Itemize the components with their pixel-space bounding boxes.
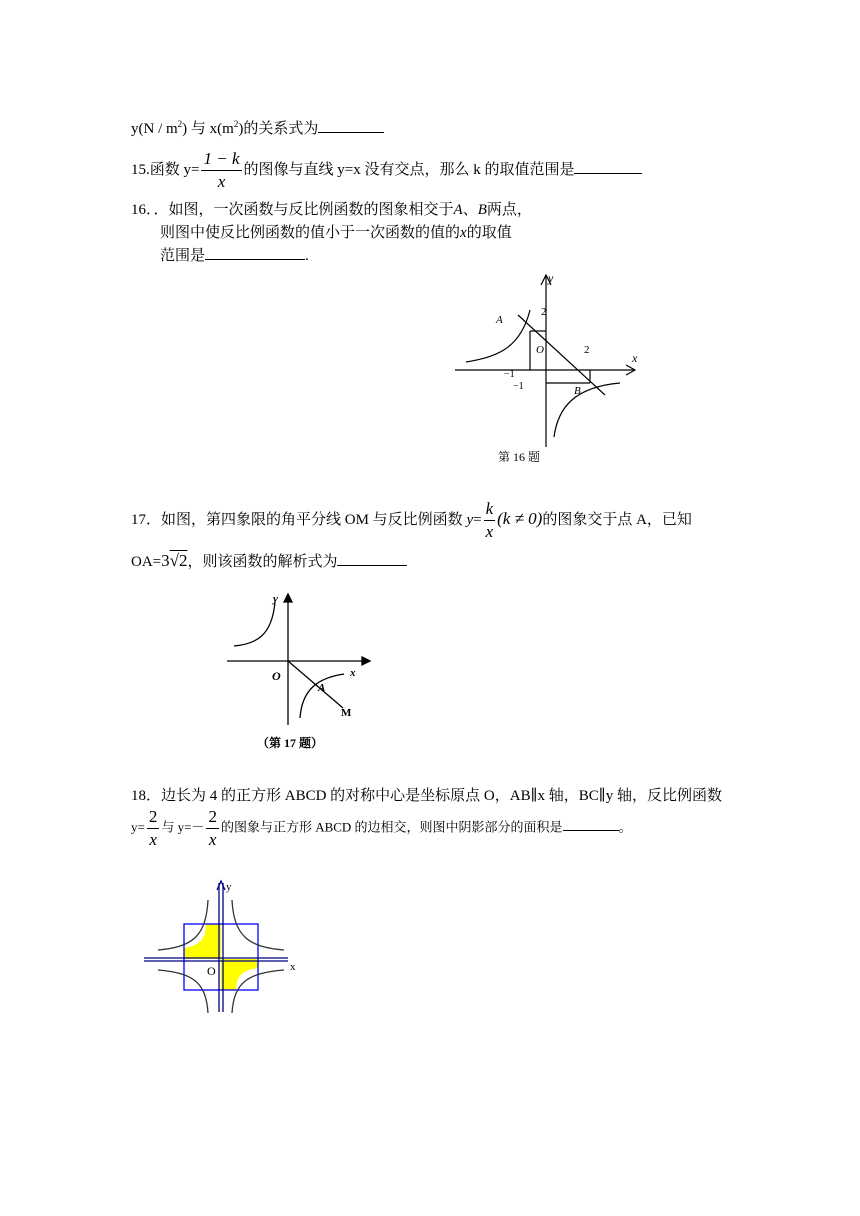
q16-line3: 范围是 <box>160 248 206 264</box>
q18-figure <box>138 878 308 1018</box>
q14-sup1: 2 <box>177 119 183 129</box>
q16-line2-pre: 则图中使反比例函数的值小于一次函数的值的 <box>160 225 461 241</box>
q17-frac-num: k <box>484 498 496 521</box>
q17-radical: √2 <box>169 551 188 570</box>
q16-figure <box>450 265 650 450</box>
q18-frac2-num: 2 <box>206 806 219 829</box>
q18-line2-post: 的图象与正方形 ABCD 的边相交，则图中阴影部分的面积是 <box>220 819 563 835</box>
q14-text-after: )的关系式为 <box>238 121 319 137</box>
q18-hyperbola-q3 <box>158 970 208 1013</box>
q18-frac1-num: 2 <box>147 806 160 829</box>
q15-fraction <box>201 148 241 193</box>
q15-answer-blank[interactable] <box>574 158 642 174</box>
q17-line2-pre: OA= <box>131 554 162 570</box>
q16-caption: 第 16 题 <box>498 450 541 464</box>
q16-label-b: B <box>574 385 581 397</box>
q16-sep: 、 <box>462 202 478 218</box>
q18-line2-and: 与 y=－ <box>161 819 205 835</box>
q16-tick-ym1: −1 <box>513 381 524 392</box>
q17-cond: (k ≠ 0) <box>497 508 543 528</box>
q17-bisector-om <box>288 661 343 708</box>
q16-line1 <box>131 198 532 219</box>
q18-y-arrow <box>217 881 225 890</box>
q15-frac-den: x <box>217 172 226 191</box>
q16-line1-pre: 16．．如图，一次函数与反比例函数的图象相交于 <box>131 202 454 218</box>
q17-func-lhs: y <box>466 511 474 528</box>
q17-label-a: A <box>318 682 326 694</box>
q17-line2-post: ，则该函数的解析式为 <box>187 554 338 570</box>
q18-fraction2 <box>206 806 219 851</box>
q15-frac-num: 1 − k <box>201 148 241 171</box>
q16-var-x: x <box>460 225 467 241</box>
q16-point-b: B <box>477 202 487 218</box>
q18-line2-end: 。 <box>618 819 632 835</box>
q14-text-before: y(N / m <box>131 121 178 137</box>
q17-line1 <box>131 498 692 543</box>
q17-hyperbola-q4 <box>300 674 344 718</box>
q14-answer-blank[interactable] <box>318 117 384 133</box>
q15-prefix: 15.函数 y= <box>131 161 200 178</box>
q16-line3 <box>160 244 309 265</box>
q17-label-m: M <box>341 707 352 719</box>
q16-label-o: O <box>536 344 544 356</box>
q17-x-arrow <box>362 657 370 665</box>
q17-frac-den: x <box>485 522 494 541</box>
q16-line2-post: 的取值 <box>466 225 512 241</box>
q18-label-o: O <box>207 964 216 978</box>
q17-coef: 3 <box>161 551 170 570</box>
q16-point-a: A <box>453 202 463 218</box>
q17-answer-blank[interactable] <box>337 550 407 566</box>
q18-frac2-den: x <box>208 830 217 849</box>
q18-frac1-den: x <box>149 830 157 849</box>
q17-line2 <box>131 550 407 571</box>
q16-label-y: y <box>548 271 554 285</box>
q16-label-x: x <box>632 351 638 365</box>
q16-label-a: A <box>496 314 503 326</box>
q17-label-y: y <box>273 593 278 605</box>
q16-line1-post: 两点， <box>486 202 532 218</box>
q17-caption: （第 17 题） <box>257 736 324 750</box>
q16-tick-x2: 2 <box>584 344 590 356</box>
q17-fraction <box>484 498 496 543</box>
q17-line1-pre: 17．如图，第四象限的角平分线 OM 与反比例函数 <box>131 511 463 528</box>
q18-line2 <box>131 806 632 851</box>
q17-label-o: O <box>272 669 281 683</box>
q18-line1: 18．边长为 4 的正方形 ABCD 的对称中心是坐标原点 O，AB∥x 轴，BC∥y 轴，反比例函数 <box>131 788 722 804</box>
q16-tick-y2: 2 <box>541 306 547 318</box>
q15-suffix: 的图像与直线 y=x 没有交点，那么 k 的取值范围是 <box>243 161 575 178</box>
q16-answer-blank[interactable] <box>205 244 305 260</box>
q15-line <box>131 148 642 193</box>
q17-line1-post: 的图象交于点 A，已知 <box>542 511 692 528</box>
q17-y-arrow <box>284 594 292 602</box>
q18-line1 <box>131 784 722 805</box>
q16-hyperbola-q4 <box>554 383 620 437</box>
q17-hyperbola-q2 <box>234 602 275 646</box>
q17-figure <box>222 590 372 730</box>
q18-label-y: y <box>226 881 232 893</box>
q16-tick-xm1: −1 <box>504 369 515 380</box>
q18-answer-blank[interactable] <box>563 817 619 831</box>
q17-func-eq: = <box>473 511 482 528</box>
q14-tail-line <box>131 117 384 138</box>
q16-line2 <box>160 221 512 242</box>
q17-label-x: x <box>350 667 356 679</box>
q14-sup2: 2 <box>233 119 239 129</box>
q14-text-mid: ) 与 x(m <box>182 121 234 137</box>
q18-fraction1 <box>147 806 160 851</box>
q18-label-x: x <box>290 961 296 973</box>
q18-line2-y1: y= <box>131 819 145 835</box>
q16-line3-end: . <box>305 248 309 264</box>
